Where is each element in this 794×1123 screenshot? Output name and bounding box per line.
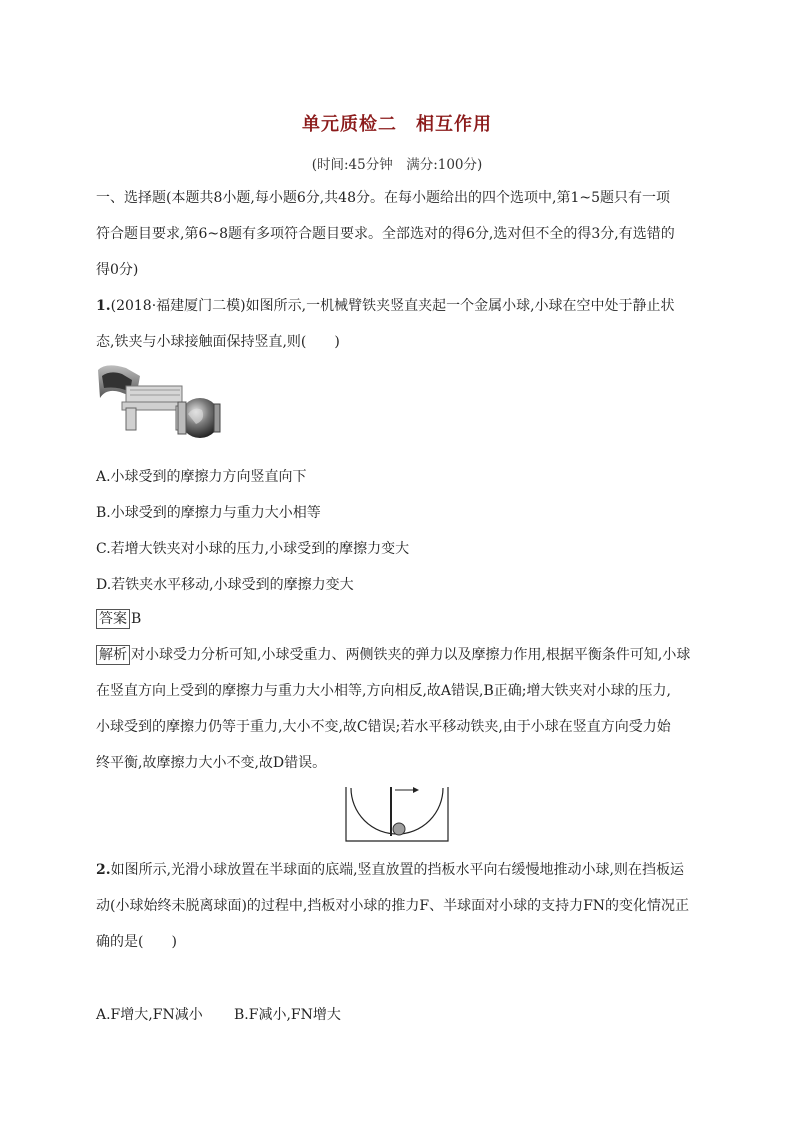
intro-line: 符合题目要求,第6~8题有多项符合题目要求。全部选对的得6分,选对但不全的得3分,有选错的 [96,226,675,242]
question-2-stem [96,852,696,960]
option-c: C.若增大铁夹对小球的压力,小球受到的摩擦力变大 [96,541,410,557]
q1-line: 态,铁夹与小球接触面保持竖直,则( ) [96,334,340,350]
question-number: 1. [96,298,111,314]
option-d: D.若铁夹水平移动,小球受到的摩擦力变大 [96,577,354,593]
question-number: 2. [96,862,111,878]
analysis-block [96,637,696,781]
option-b: B.小球受到的摩擦力与重力大小相等 [96,505,321,521]
q1-stem-text: (2018·福建厦门二模)如图所示,一机械臂铁夹竖直夹起一个金属小球,小球在空中处于静止状 [110,298,675,314]
analysis-line [96,637,696,673]
q2-line [96,852,696,888]
q2-stem-text: 如图所示,光滑小球放置在半球面的底端,竖直放置的挡板水平向右缓慢地推动小球,则在挡板运 [110,862,684,878]
intro-line: 得0分) [96,262,139,278]
page-subtitle: (时间:45分钟 满分:100分) [311,157,483,173]
analysis-text: 对小球受力分析可知,小球受重力、两侧铁夹的弹力以及摩擦力作用,根据平衡条件可知,小球 [131,647,691,663]
option-a: A.小球受到的摩擦力方向竖直向下 [96,469,307,485]
question-1-stem [96,288,696,360]
q2-option-a: A.F增大,FN减小 [96,1007,203,1023]
analysis-label: 解析 [96,645,130,665]
clamp-ball-figure [96,362,226,444]
hemisphere-figure [345,786,449,842]
analysis-line: 终平衡,故摩擦力大小不变,故D错误。 [96,755,327,771]
analysis-line: 在竖直方向上受到的摩擦力与重力大小相等,方向相反,故A错误,B正确;增大铁夹对小球的压力, [96,683,671,699]
answer-row [96,609,141,629]
section-intro [96,180,696,288]
intro-line: 一、选择题(本题共8小题,每小题6分,共48分。在每小题给出的四个选项中,第1~5题只有一项 [96,190,670,206]
analysis-line: 小球受到的摩擦力仍等于重力,大小不变,故C错误;若水平移动铁夹,由于小球在竖直方向受力始 [96,719,671,735]
q2-line: 确的是( ) [96,934,177,950]
q1-line [96,288,696,324]
q2-line: 动(小球始终未脱离球面)的过程中,挡板对小球的推力F、半球面对小球的支持力FN的变化情况正 [96,898,690,914]
page-title: 单元质检二 相互作用 [302,114,492,135]
q2-option-b: B.F减小,FN增大 [234,1007,341,1023]
answer-value: B [131,611,142,627]
answer-label: 答案 [96,609,130,629]
